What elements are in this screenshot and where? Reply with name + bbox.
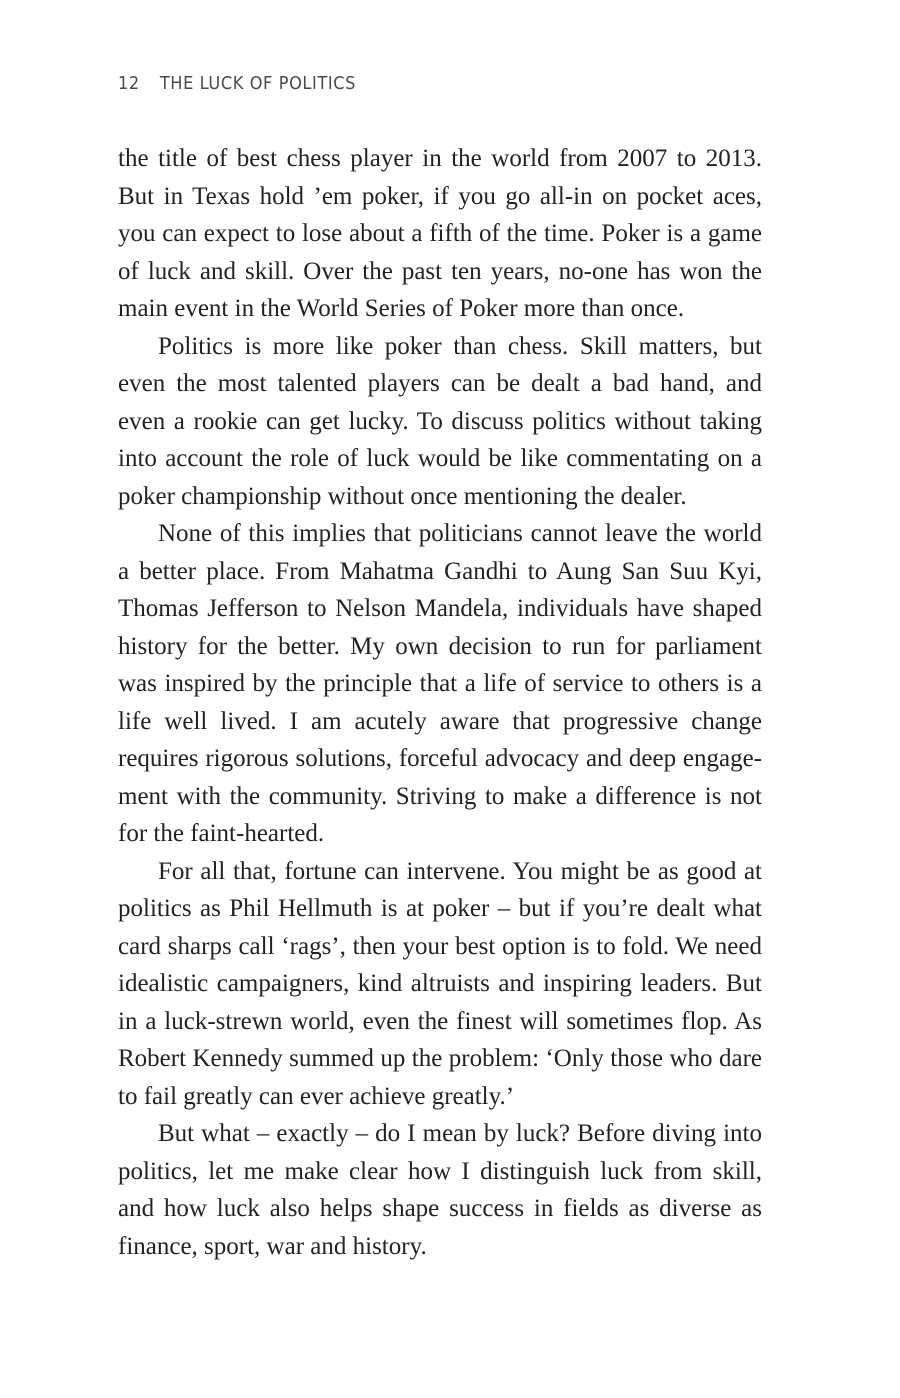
paragraph: But what – exactly – do I mean by luck? Before diving into politics, let me make clear how I distinguish luck from skill, and how luck also helps shape success in fields as diverse as finance, sport, war and history. [118,1120,762,1260]
page-number: 12 [118,73,140,94]
paragraph: None of this implies that politicians cannot leave the world a better place. From Mahatma Gandhi to Aung San Suu Kyi, Thomas Jefferson to Nelson Mandela, individuals have shaped history for the better. My own decision to run for parliament was inspired by the principle that a life of service to others is a life well lived. I am acutely aware that progressive change requires rigorous solutions, forceful advocacy and deep engagement with the community. Striving to make a difference is not for the faint-hearted. [118,520,762,847]
running-head-title: THE LUCK OF POLITICS [159,73,357,94]
paragraph-continued: the title of best chess player in the world from 2007 to 2013. But in Texas hold ’em poker, if you go all-in on pocket aces, you can expect to lose about a fifth of the time. Poker is a game of luck and skill. Over the past ten years, no-one has won the main event in the World Series of Poker more than once. [118,145,762,322]
running-head [118,71,356,97]
paragraph: Politics is more like poker than chess. Skill matters, but even the most talented players can be dealt a bad hand, and even a rookie can get lucky. To discuss politics without taking into account the role of luck would be like commentating on a poker championship without once mentioning the dealer. [118,332,762,510]
body-text [118,140,762,1265]
paragraph: For all that, fortune can intervene. You might be as good at politics as Phil Hellmuth is at poker – but if you’re dealt what card sharps call ‘rags’, then your best option is to fold. We need idealistic campaigners, kind altruists and inspiring leaders. But in a luck-strewn world, even the finest will sometimes flop. As Robert Kennedy summed up the problem: ‘Only those who dare to fail greatly can ever achieve greatly.’ [118,857,762,1110]
